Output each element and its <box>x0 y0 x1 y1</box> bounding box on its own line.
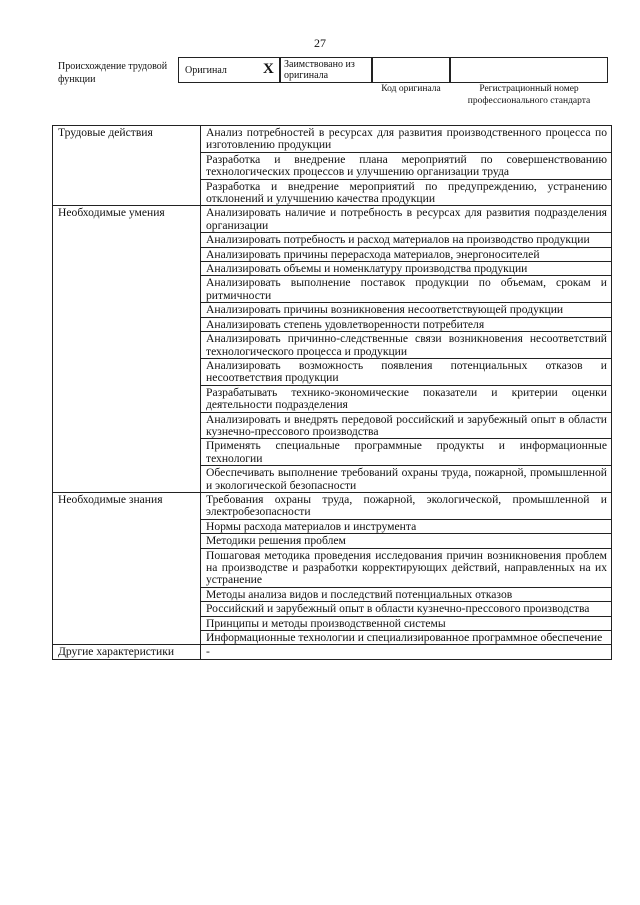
section-item: Анализ потребностей в ресурсах для развития производственного процесса по изготовлению продукции <box>201 126 612 153</box>
section-item: Анализировать степень удовлетворенности потребителя <box>201 317 612 331</box>
original-label: Оригинал <box>185 65 227 76</box>
section-item: Анализировать и внедрять передовой российский и зарубежный опыт в области кузнечно-прессового производства <box>201 412 612 439</box>
table-row <box>53 206 612 233</box>
section-item: Принципы и методы производственной системы <box>201 616 612 630</box>
table-row <box>53 126 612 153</box>
section-item: Обеспечивать выполнение требований охраны труда, пожарной, промышленной и экологической безопасности <box>201 466 612 493</box>
section-item: Требования охраны труда, пожарной, экологической, промышленной и электробезопасности <box>201 492 612 519</box>
section-item: Анализировать причины перерасхода материалов, энергоносителей <box>201 247 612 261</box>
section-item: Анализировать выполнение поставок продукции по объемам, срокам и ритмичности <box>201 276 612 303</box>
section-item: Анализировать потребность и расход материалов на производство продукции <box>201 233 612 247</box>
section-item: - <box>201 645 612 659</box>
borrowed-box: Заимствовано из оригинала <box>280 57 372 83</box>
section-item: Методы анализа видов и последствий потенциальных отказов <box>201 587 612 601</box>
section-title: Необходимые умения <box>53 206 201 493</box>
section-item: Пошаговая методика проведения исследования причин возникновения проблем на производстве и разработки корректирующих действий, направленных на их устранение <box>201 548 612 587</box>
page-number: 27 <box>314 36 326 50</box>
regnum-caption: Регистрационный номер профессионального стандарта <box>467 84 591 106</box>
section-item: Анализировать возможность появления потенциальных отказов и несоответствия продукции <box>201 358 612 385</box>
section-title: Необходимые знания <box>53 492 201 644</box>
section-item: Анализировать наличие и потребность в ресурсах для развития подразделения организации <box>201 206 612 233</box>
original-checkmark: X <box>263 61 274 77</box>
section-item: Информационные технологии и специализированное программное обеспечение <box>201 631 612 645</box>
code-caption: Код оригинала <box>381 84 441 94</box>
table-row <box>53 645 612 659</box>
section-item: Анализировать объемы и номенклатуру производства продукции <box>201 262 612 276</box>
section-item: Российский и зарубежный опыт в области кузнечно-прессового производства <box>201 602 612 616</box>
section-item: Разработка и внедрение мероприятий по предупреждению, устранению отклонений и улучшению качества продукции <box>201 179 612 206</box>
original-box <box>178 57 280 83</box>
section-item: Применять специальные программные продукты и информационные технологии <box>201 439 612 466</box>
section-item: Анализировать причины возникновения несоответствующей продукции <box>201 303 612 317</box>
table-row <box>53 492 612 519</box>
section-item: Нормы расхода материалов и инструмента <box>201 519 612 533</box>
section-item: Разрабатывать технико-экономические показатели и критерии оценки деятельности подразделения <box>201 385 612 412</box>
labor-function-table <box>52 125 612 660</box>
code-box <box>372 57 450 83</box>
regnum-box <box>450 57 608 83</box>
origin-label: Происхождение трудовой функции <box>58 61 168 85</box>
section-title: Другие характеристики <box>53 645 201 659</box>
section-item: Разработка и внедрение плана мероприятий по совершенствованию технологических процессов и улучшению организации труда <box>201 152 612 179</box>
section-item: Методики решения проблем <box>201 534 612 548</box>
section-title: Трудовые действия <box>53 126 201 206</box>
section-item: Анализировать причинно-следственные связи возникновения несоответствий технологического процесса и продукции <box>201 332 612 359</box>
